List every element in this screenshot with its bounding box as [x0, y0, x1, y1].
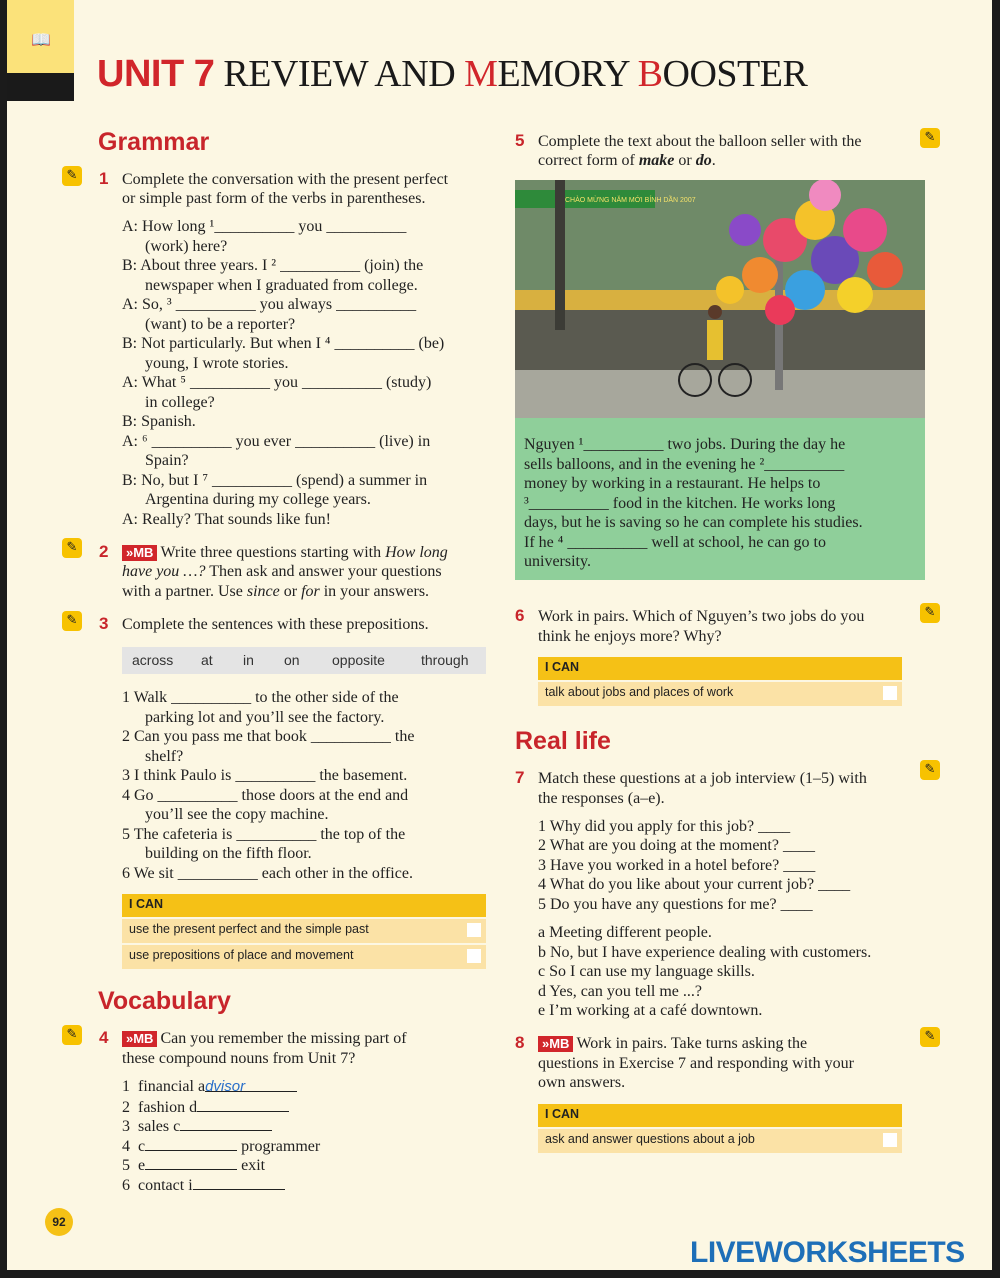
- dialogue-line: Argentina during my college years.: [145, 491, 371, 508]
- exercise-number: 1: [99, 169, 109, 188]
- exercise-number: 2: [99, 542, 109, 561]
- mb-badge: »MB: [122, 1031, 157, 1047]
- response: b No, but I have experience dealing with customers.: [538, 944, 872, 961]
- instruction: correct form of make or do.: [538, 152, 716, 169]
- sentence[interactable]: 2 Can you pass me that book __________ the: [122, 728, 415, 745]
- checkbox[interactable]: [467, 923, 481, 937]
- instruction: Complete the text about the balloon seller with the: [538, 133, 862, 150]
- exercise-number: 6: [515, 606, 525, 625]
- page-number: 92: [45, 1208, 73, 1236]
- edit-icon[interactable]: ✎: [920, 760, 940, 780]
- dialogue-line: A: Really? That sounds like fun!: [122, 511, 331, 528]
- text-line[interactable]: Nguyen ¹__________ two jobs. During the day he: [524, 436, 846, 453]
- i-can-box: [538, 657, 902, 706]
- sentence[interactable]: 4 Go __________ those doors at the end and: [122, 787, 409, 804]
- dialogue-line[interactable]: A: ⁶ __________ you ever __________ (live) in: [122, 433, 431, 450]
- sentence: parking lot and you’ll see the factory.: [145, 709, 385, 726]
- dialogue-line: B: Spanish.: [122, 413, 196, 430]
- instruction: Work in pairs. Which of Nguyen’s two jobs do you: [538, 608, 865, 625]
- question[interactable]: 5 Do you have any questions for me? ____: [538, 896, 813, 913]
- dialogue-line: young, I wrote stories.: [145, 355, 289, 372]
- checkbox[interactable]: [883, 1133, 897, 1147]
- text-line[interactable]: If he ⁴ __________ well at school, he can go to: [524, 534, 826, 551]
- instruction: »MB Can you remember the missing part of: [122, 1029, 407, 1049]
- dialogue-line: Spain?: [145, 452, 189, 469]
- dialogue-line[interactable]: B: No, but I ⁷ __________ (spend) a summer in: [122, 472, 428, 489]
- corner-bar: [7, 73, 74, 101]
- i-can-row: ask and answer questions about a job: [538, 1129, 902, 1153]
- question[interactable]: 1 Why did you apply for this job? ____: [538, 818, 791, 835]
- banner-text: CHÀO MỪNG NĂM MỚI BÍNH DẦN 2007: [565, 197, 696, 204]
- section-grammar: Grammar: [98, 128, 210, 156]
- question[interactable]: 2 What are you doing at the moment? ____: [538, 837, 815, 854]
- i-can-heading: I CAN: [122, 894, 486, 917]
- question[interactable]: 4 What do you like about your current job? ____: [538, 876, 851, 893]
- instruction: these compound nouns from Unit 7?: [122, 1050, 356, 1067]
- vocab-item[interactable]: 6 contact i: [122, 1175, 285, 1196]
- dialogue-line[interactable]: A: How long ¹__________ you __________: [122, 218, 407, 235]
- instruction: »MB Write three questions starting with How long: [122, 543, 448, 563]
- left-border: [0, 0, 7, 1278]
- dialogue-line: newspaper when I graduated from college.: [145, 277, 418, 294]
- dialogue-line[interactable]: A: What ⁵ __________ you __________ (study): [122, 374, 432, 391]
- edit-icon[interactable]: ✎: [62, 538, 82, 558]
- dialogue-line: (want) to be a reporter?: [145, 316, 296, 333]
- sentence: building on the fifth floor.: [145, 845, 312, 862]
- balloon-seller-photo: [515, 180, 925, 418]
- instruction: own answers.: [538, 1074, 626, 1091]
- sentence: you’ll see the copy machine.: [145, 806, 329, 823]
- exercise-number: 7: [515, 768, 525, 787]
- preposition-box: [122, 647, 486, 674]
- edit-icon[interactable]: ✎: [62, 166, 82, 186]
- word: in: [243, 652, 254, 668]
- edit-icon[interactable]: ✎: [920, 603, 940, 623]
- edit-icon[interactable]: ✎: [62, 1025, 82, 1045]
- vocab-item[interactable]: 4 c programmer: [122, 1138, 321, 1155]
- checkbox[interactable]: [467, 949, 481, 963]
- i-can-row: talk about jobs and places of work: [538, 682, 902, 706]
- instruction: »MB Work in pairs. Take turns asking the: [538, 1034, 807, 1054]
- instruction: or simple past form of the verbs in parentheses.: [122, 190, 426, 207]
- right-border: [992, 0, 1000, 1278]
- section-real-life: Real life: [515, 727, 611, 755]
- text-line: university.: [524, 553, 591, 570]
- i-can-box: [122, 894, 486, 969]
- dialogue-line: (work) here?: [145, 238, 228, 255]
- dialogue-line: in college?: [145, 394, 215, 411]
- i-can-heading: I CAN: [538, 1104, 902, 1127]
- word: at: [201, 652, 213, 668]
- text-line: money by working in a restaurant. He helps to: [524, 475, 821, 492]
- sentence[interactable]: 1 Walk __________ to the other side of the: [122, 689, 399, 706]
- vocab-item[interactable]: 2 fashion d: [122, 1097, 289, 1118]
- response: d Yes, can you tell me ...?: [538, 983, 702, 1000]
- bottom-border: [0, 1270, 1000, 1278]
- mb-badge: »MB: [122, 545, 157, 561]
- response: c So I can use my language skills.: [538, 963, 755, 980]
- word: on: [284, 652, 300, 668]
- photo-illustration: [515, 180, 925, 418]
- exercise-number: 5: [515, 131, 525, 150]
- dialogue-line[interactable]: B: About three years. I ² __________ (join) the: [122, 257, 424, 274]
- edit-icon[interactable]: ✎: [62, 611, 82, 631]
- text-line[interactable]: ³__________ food in the kitchen. He works long: [524, 495, 836, 512]
- checkbox[interactable]: [883, 686, 897, 700]
- section-vocabulary: Vocabulary: [98, 987, 231, 1015]
- instruction: the responses (a–e).: [538, 790, 665, 807]
- mb-badge: »MB: [538, 1036, 573, 1052]
- exercise-number: 3: [99, 614, 109, 633]
- response: e I’m working at a café downtown.: [538, 1002, 763, 1019]
- i-can-row: use prepositions of place and movement: [122, 945, 486, 969]
- text-line[interactable]: sells balloons, and in the evening he ²__________: [524, 456, 845, 473]
- instruction: Complete the conversation with the present perfect: [122, 171, 449, 188]
- word: through: [421, 652, 469, 668]
- book-icon: 📖: [31, 30, 51, 49]
- vocab-item[interactable]: 5 e exit: [122, 1157, 266, 1174]
- i-can-box: [538, 1104, 902, 1153]
- instruction: have you …? Then ask and answer your questions: [122, 563, 442, 580]
- instruction: think he enjoys more? Why?: [538, 628, 722, 645]
- text-line: days, but he is saving so he can complete his studies.: [524, 514, 863, 531]
- instruction: questions in Exercise 7 and responding with your: [538, 1055, 854, 1072]
- answer-text: dvisor: [205, 1078, 246, 1095]
- exercise-number: 8: [515, 1033, 525, 1052]
- instruction: Complete the sentences with these prepositions.: [122, 616, 429, 633]
- page-title: UNIT 7 REVIEW AND MEMORY BOOSTER: [97, 53, 808, 95]
- instruction: with a partner. Use since or for in your answers.: [122, 583, 430, 600]
- vocab-item[interactable]: 3 sales c: [122, 1116, 272, 1137]
- dialogue-line[interactable]: A: So, ³ __________ you always __________: [122, 296, 417, 313]
- exercise-number: 4: [99, 1028, 109, 1047]
- instruction: Match these questions at a job interview (1–5) with: [538, 770, 867, 787]
- sentence[interactable]: 5 The cafeteria is __________ the top of the: [122, 826, 406, 843]
- i-can-row: use the present perfect and the simple past: [122, 919, 486, 943]
- vocab-item[interactable]: 1 financial advisor: [122, 1077, 297, 1097]
- question[interactable]: 3 Have you worked in a hotel before? ____: [538, 857, 816, 874]
- edit-icon[interactable]: ✎: [920, 1027, 940, 1047]
- sentence[interactable]: 3 I think Paulo is __________ the basement.: [122, 767, 408, 784]
- brand-logo: LIVEWORKSHEETS: [690, 1236, 965, 1269]
- word: across: [132, 652, 174, 668]
- dialogue-line[interactable]: B: Not particularly. But when I ⁴ __________ (be): [122, 335, 445, 352]
- sentence: shelf?: [145, 748, 184, 765]
- word: opposite: [332, 652, 385, 668]
- response: a Meeting different people.: [538, 924, 712, 941]
- edit-icon[interactable]: ✎: [920, 128, 940, 148]
- i-can-heading: I CAN: [538, 657, 902, 680]
- sentence[interactable]: 6 We sit __________ each other in the office.: [122, 865, 413, 882]
